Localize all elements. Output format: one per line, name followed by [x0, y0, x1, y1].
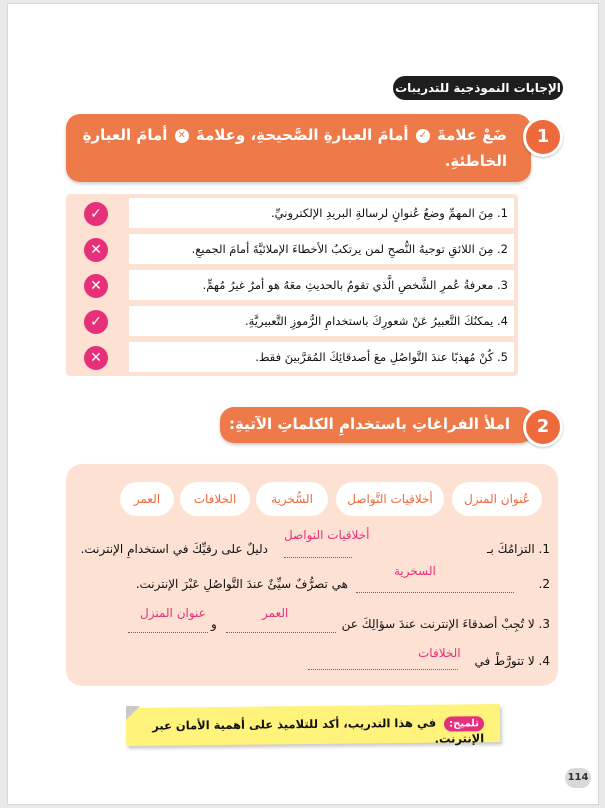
cross-icon: ✕	[84, 274, 108, 298]
worksheet-page	[8, 4, 598, 804]
tip-fold-corner	[126, 706, 140, 720]
statements-table	[66, 194, 518, 376]
answer-3b: عنوان المنزل	[140, 606, 206, 620]
sentence-3-start: 3. لا تُجِبْ أصدقاءَ الإنترنت عندَ سؤالِكَ عن	[341, 617, 550, 631]
cross-icon: ✕	[175, 129, 189, 143]
word-bank-chip: أخلاقيات التَّواصل	[336, 482, 444, 516]
blank-1	[284, 556, 352, 558]
sentence-4-start: 4. لا تتورَّطْ في	[474, 654, 550, 668]
statement-row	[66, 268, 518, 302]
blank-3b	[128, 631, 208, 633]
tip-text	[126, 715, 484, 749]
sentence-1-end: دليلٌ على رقيِّكَ في استخدامِ الإنترنت.	[80, 542, 268, 556]
word-bank-chip: العمر	[120, 482, 174, 516]
statement-text: 2. مِنَ اللائقِ توجيهُ النُّصحِ لمن يرتكبُ الأخطاءَ الإملائيَّةَ أمامَ الجميعِ.	[129, 234, 514, 264]
word-bank-chip: السُّخرية	[256, 482, 328, 516]
check-icon: ✓	[416, 129, 430, 143]
check-icon: ✓	[84, 310, 108, 334]
exercise-2-instruction-banner	[220, 407, 534, 443]
exercise-2-instruction: املأ الفراغاتِ باستخدامِ الكلماتِ الآتيةِ:	[229, 415, 510, 433]
exercise-1-number: 1	[523, 117, 563, 157]
check-icon: ✓	[84, 202, 108, 226]
sentence-3-and: و	[211, 617, 217, 631]
statement-text: 3. معرفةُ عُمرِ الشَّخصِ الَّذي تقومُ بالحديثِ معَهُ هو أمرٌ غيرُ مُهمٍّ.	[129, 270, 514, 300]
answer-4: الخلافات	[418, 646, 461, 660]
tip-badge: تلميح:	[444, 716, 484, 731]
statement-row	[66, 340, 518, 374]
statement-row	[66, 196, 518, 230]
sentence-1-start: 1. التزامُكَ بـ	[486, 542, 550, 556]
sentence-2-start: 2.	[538, 577, 550, 591]
fill-blanks-panel	[66, 464, 558, 686]
statement-text: 4. يمكنُكَ التَّعبيرُ عَنْ شعورِكَ باستخدامِ الرُّموزِ التَّعبيريَّةِ.	[129, 306, 514, 336]
answer-2: السخرية	[394, 564, 436, 578]
instruction-text-1: ضَعْ علامةَ	[437, 126, 507, 144]
blank-2	[356, 591, 514, 593]
statement-text: 5. كُنْ مُهذبًا عندَ التَّواصُلِ معَ أصدقائِكَ المُقرَّبينَ فقط.	[129, 342, 514, 372]
tip-note	[126, 704, 500, 746]
tip-body: في هذا التدريب، أكد للتلاميذ على أهمية الأمان عبر الإنترنت.	[152, 715, 485, 746]
blank-4	[308, 668, 458, 670]
exercise-1-instruction-banner	[66, 114, 531, 182]
answer-1: أخلاقيات التواصل	[284, 528, 370, 542]
instruction-text-3: أمامَ العبارةِ الخاطئةِ.	[82, 126, 507, 170]
statement-row	[66, 232, 518, 266]
word-bank-chip: عُنوان المنزل	[452, 482, 542, 516]
page-heading: الإجابات النموذجية للتدريبات	[393, 76, 563, 100]
exercise-1-instruction	[77, 122, 507, 174]
sentence-2-end: هي تصرُّفٌ سيِّئٌ عندَ التَّواصُلِ عَبْرَ الإنترنت.	[135, 577, 348, 591]
answer-3a: العمر	[262, 606, 289, 620]
blank-3a	[226, 631, 336, 633]
exercise-2-number: 2	[523, 407, 563, 447]
page-number: 114	[565, 768, 591, 788]
instruction-text-2: أمامَ العبارةِ الصَّحيحةِ، وعلامةَ	[195, 126, 409, 144]
statement-row	[66, 304, 518, 338]
cross-icon: ✕	[84, 238, 108, 262]
cross-icon: ✕	[84, 346, 108, 370]
word-bank-chip: الخلافات	[180, 482, 250, 516]
statement-text: 1. مِنَ المهمِّ وضعُ عُنوانٍ لرسالةِ البريدِ الإلكترونيِّ.	[129, 198, 514, 228]
